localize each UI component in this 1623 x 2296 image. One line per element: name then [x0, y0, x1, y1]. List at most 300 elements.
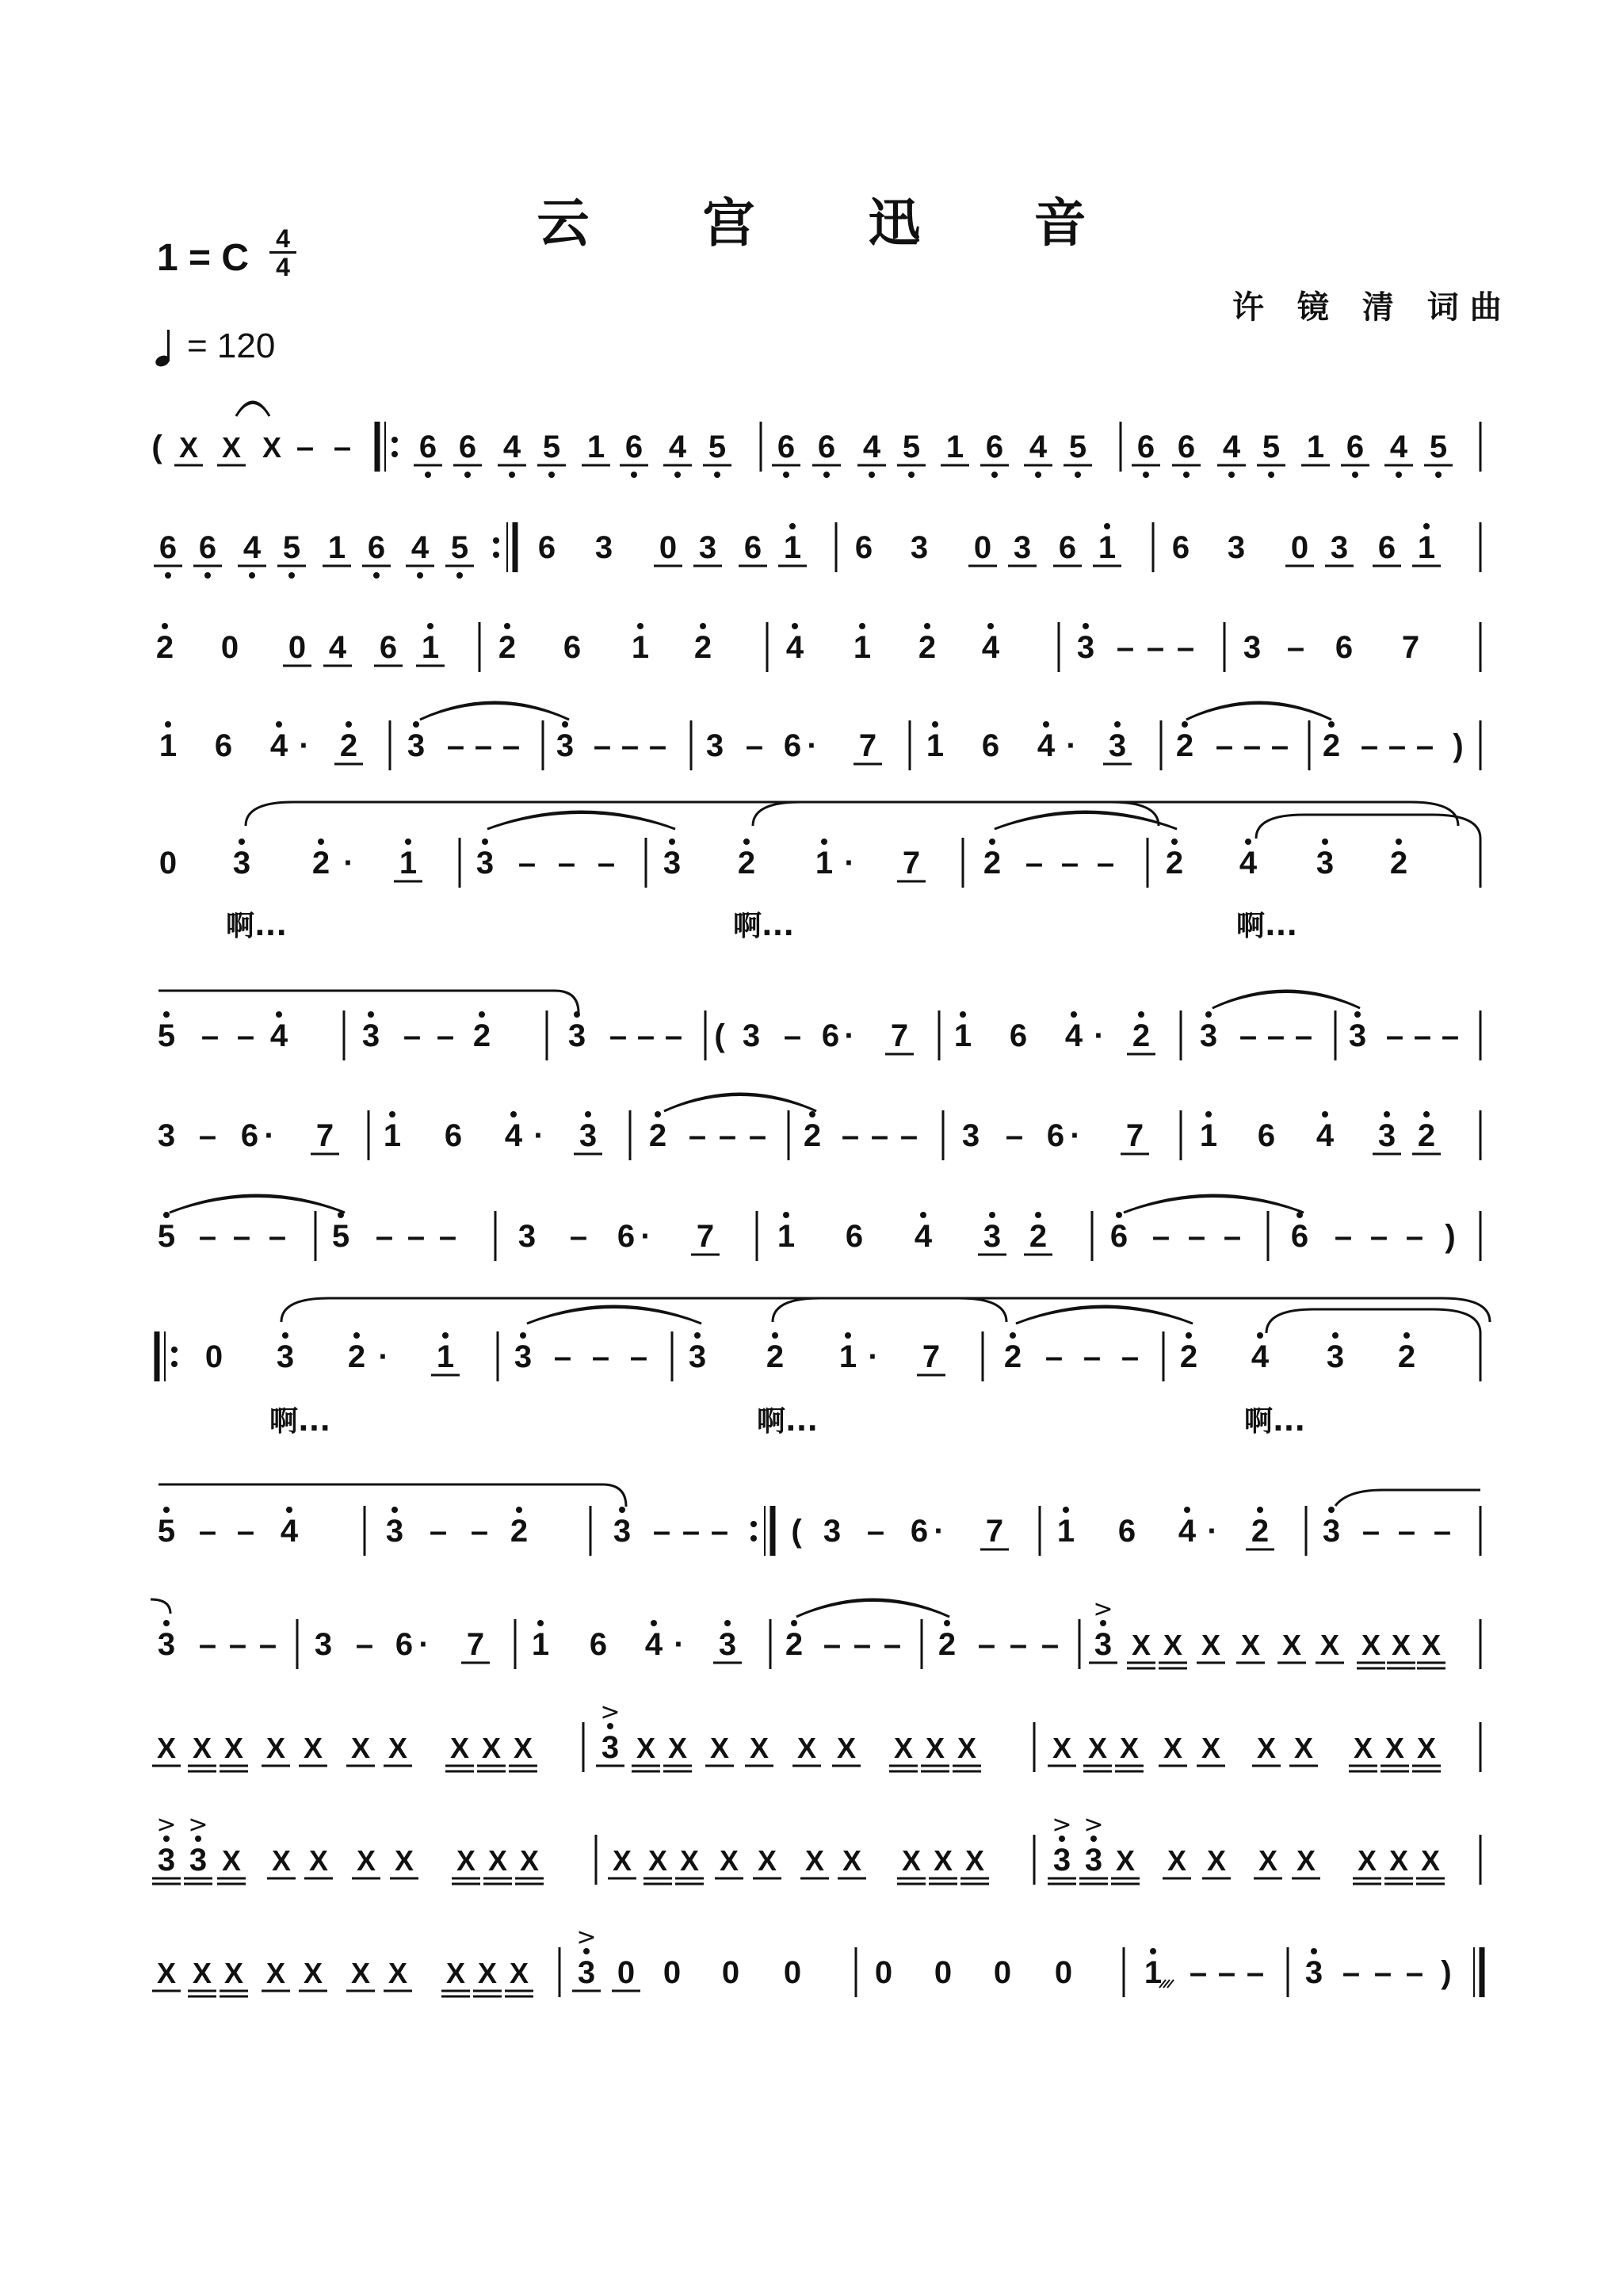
note: 3 [663, 846, 682, 881]
dash-extension: – [1116, 630, 1135, 665]
dash-extension: – [664, 1018, 683, 1053]
note: 6 [418, 430, 437, 464]
octave-dot-low [373, 572, 380, 579]
octave-dot-high [276, 1011, 282, 1018]
repeat-dot [171, 1347, 178, 1353]
octave-dot-high [516, 1507, 522, 1513]
octave-dot-low [631, 472, 637, 478]
note: 4 [1251, 1339, 1270, 1374]
octave-dot-low [288, 572, 295, 579]
dash-extension: – [198, 1627, 217, 1662]
notation-symbol: ( [151, 430, 162, 464]
note: X [893, 1732, 914, 1764]
note: 5 [157, 1514, 176, 1549]
octave-dot-high [165, 721, 171, 728]
note: 0 [1054, 1955, 1073, 1990]
note: X [1115, 1844, 1136, 1877]
repeat-dot [391, 437, 398, 443]
note: X [388, 1957, 408, 1989]
note: 6 [158, 530, 178, 565]
dash-extension: – [1294, 1018, 1313, 1053]
dash-extension: – [1189, 1955, 1208, 1990]
octave-dot-high [479, 1011, 485, 1018]
dash-extension: – [1096, 846, 1115, 881]
note: 3 [742, 1018, 761, 1053]
note: X [842, 1844, 862, 1877]
octave-dot-high [694, 1332, 701, 1339]
note: 2 [737, 846, 756, 881]
dash-extension: – [236, 1018, 255, 1053]
dash-extension: – [198, 1514, 217, 1549]
note: X [221, 1844, 242, 1877]
dash-extension: – [883, 1627, 902, 1662]
dash-extension: – [1397, 1514, 1416, 1549]
dash-extension: – [1083, 1339, 1102, 1374]
note: 7 [466, 1627, 485, 1662]
octave-dot-high [724, 1620, 731, 1626]
dash-extension: – [198, 1219, 217, 1254]
note: 4 [1037, 728, 1056, 763]
octave-dot-high [619, 1507, 625, 1513]
note: X [1258, 1844, 1278, 1877]
composer-credit: 许 镜 清 词曲 [1232, 288, 1513, 326]
note: 7 [985, 1514, 1004, 1549]
notation-symbol: ) [1441, 1955, 1452, 1990]
note: X [1384, 1732, 1405, 1764]
octave-dot-high [651, 1620, 657, 1626]
note: X [1361, 1629, 1381, 1661]
page-title: 云 宫 迅 音 [537, 192, 1134, 254]
repeat-dot [391, 451, 398, 457]
note: 5 [157, 1219, 176, 1254]
note: X [1256, 1732, 1277, 1764]
note: X [456, 1844, 476, 1877]
note: 2 [1029, 1219, 1048, 1254]
octave-dot-low [1035, 472, 1041, 478]
note: 4 [1222, 430, 1241, 464]
note: 4 [1064, 1018, 1083, 1053]
note: 1 [1417, 530, 1436, 565]
note: 5 [1262, 430, 1281, 464]
note: 4 [862, 430, 881, 464]
accent-mark: > [156, 1811, 177, 1839]
note: X [449, 1732, 470, 1764]
octave-dot-high [1010, 1332, 1016, 1339]
octave-dot-high [1184, 1507, 1190, 1513]
note: 6 [817, 430, 836, 464]
octave-dot-low [1143, 472, 1149, 478]
note: 6 [1177, 430, 1196, 464]
note: 6 [1346, 430, 1365, 464]
note: 3 [579, 1118, 598, 1153]
octave-dot-high [276, 721, 282, 728]
note: 3 [1052, 1843, 1071, 1878]
notation-symbol: · [1066, 728, 1077, 763]
dash-extension: – [232, 1219, 251, 1254]
dash-extension: – [841, 1118, 860, 1153]
octave-dot-low [1396, 472, 1402, 478]
note: X [957, 1732, 977, 1764]
dash-extension: – [1239, 1018, 1258, 1053]
note: X [836, 1732, 857, 1764]
note: X [1163, 1732, 1183, 1764]
note: 6 [1171, 530, 1190, 565]
octave-dot-high [792, 623, 798, 629]
octave-dot-high [391, 1507, 398, 1513]
dash-extension: – [1187, 1219, 1206, 1254]
note: 1 [1056, 1514, 1075, 1549]
accent-mark: > [188, 1811, 208, 1839]
note: 2 [498, 630, 517, 665]
note: X [262, 431, 282, 464]
note: X [1388, 1844, 1409, 1877]
note: X [156, 1957, 177, 1989]
dash-extension: – [517, 846, 537, 881]
notation-symbol: · [1070, 1118, 1081, 1153]
octave-dot-high [944, 1620, 950, 1626]
dash-extension: – [1217, 1955, 1236, 1990]
note: X [1319, 1629, 1340, 1661]
note: 4 [914, 1219, 933, 1254]
dash-extension: – [1360, 728, 1379, 763]
octave-dot-high [772, 1332, 778, 1339]
note: X [1293, 1732, 1314, 1764]
note: 2 [766, 1339, 785, 1374]
octave-dot-high [845, 1332, 851, 1339]
time-signature-bottom: 4 [276, 253, 290, 281]
octave-dot-low [1183, 472, 1190, 478]
note: X [1357, 1844, 1377, 1877]
notation-symbol: ) [1445, 1219, 1456, 1254]
octave-dot-high [1403, 1332, 1410, 1339]
notation-symbol: · [378, 1339, 389, 1374]
notation-symbol: · [533, 1118, 544, 1153]
note: 4 [411, 530, 430, 565]
lyric-text: 啊... [757, 1405, 819, 1438]
dash-extension: – [870, 1118, 889, 1153]
dash-extension: – [1433, 1514, 1452, 1549]
dash-extension: – [1223, 1219, 1242, 1254]
note: X [223, 1732, 244, 1764]
note: 2 [1179, 1339, 1198, 1374]
octave-dot-high [1257, 1332, 1263, 1339]
note: 3 [577, 1955, 596, 1990]
note: 2 [1165, 846, 1184, 881]
note: 4 [644, 1627, 663, 1662]
octave-dot-high [1182, 721, 1188, 728]
octave-dot-low [1435, 472, 1442, 478]
octave-dot-low [249, 572, 255, 579]
note: 3 [157, 1627, 176, 1662]
note: 3 [385, 1514, 404, 1549]
phrase-slur [158, 991, 579, 1013]
note: X [1206, 1844, 1227, 1877]
octave-dot-high [353, 1332, 360, 1339]
octave-dot-low [1352, 472, 1358, 478]
note: 7 [696, 1219, 715, 1254]
note: 6 [458, 430, 477, 464]
note: X [388, 1732, 408, 1764]
octave-dot-high [1311, 1948, 1317, 1954]
octave-dot-low [908, 472, 915, 478]
dash-extension: – [636, 1018, 655, 1053]
note: 1 [158, 728, 178, 763]
tie-slur-inner [664, 1095, 816, 1111]
note: 3 [517, 1219, 537, 1254]
note: 3 [1076, 630, 1095, 665]
octave-dot-high [700, 623, 706, 629]
octave-dot-high [791, 1620, 797, 1626]
notation-symbol: ) [1453, 728, 1464, 763]
dash-extension: – [866, 1514, 885, 1549]
phrase-slur [246, 802, 1159, 826]
note: X [901, 1844, 922, 1877]
note: 5 [282, 530, 301, 565]
note: X [1296, 1844, 1316, 1877]
dash-extension: – [1060, 846, 1079, 881]
note: X [667, 1732, 688, 1764]
dash-extension: – [853, 1627, 872, 1662]
note: X [477, 1957, 498, 1989]
dash-extension: – [333, 430, 352, 464]
octave-dot-high [655, 1111, 661, 1117]
octave-dot-high [987, 623, 994, 629]
note: 2 [918, 630, 937, 665]
note: X [636, 1732, 656, 1764]
note: 3 [556, 728, 575, 763]
note: 4 [328, 630, 347, 665]
note: X [933, 1844, 953, 1877]
note: 2 [347, 1339, 366, 1374]
notation-symbol: · [844, 1018, 855, 1053]
note: 1 [926, 728, 945, 763]
lyric-text: 啊... [226, 910, 288, 942]
note: 1 [383, 1118, 402, 1153]
octave-dot-high [1186, 1332, 1192, 1339]
note: 6 [537, 530, 556, 565]
octave-dot-high [1104, 523, 1110, 529]
dash-extension: – [1009, 1627, 1028, 1662]
dash-extension: – [436, 1018, 455, 1053]
accent-mark: > [576, 1924, 597, 1951]
dash-extension: – [557, 846, 576, 881]
note: 2 [510, 1514, 529, 1549]
note: 4 [785, 630, 804, 665]
note: 3 [613, 1514, 632, 1549]
notation-symbol: · [807, 728, 818, 763]
note: 6 [379, 630, 398, 665]
tie-slur-inner [236, 403, 269, 416]
note: 3 [910, 530, 929, 565]
note: 7 [858, 728, 877, 763]
dash-extension: – [783, 1018, 802, 1053]
note: 2 [311, 846, 330, 881]
dash-extension: – [1025, 846, 1044, 881]
note: X [1119, 1732, 1140, 1764]
dash-extension: – [710, 1514, 729, 1549]
accent-mark: > [1052, 1811, 1072, 1839]
lyric-text: 啊... [733, 910, 795, 942]
note: 3 [157, 1843, 176, 1878]
note: 2 [1175, 728, 1194, 763]
octave-dot-low [823, 472, 830, 478]
octave-dot-high [859, 623, 865, 629]
note: X [1281, 1629, 1302, 1661]
note: X [925, 1732, 945, 1764]
dash-extension: – [403, 1018, 422, 1053]
dash-extension: – [682, 1514, 701, 1549]
octave-dot-high [1354, 1011, 1361, 1018]
note: 3 [1199, 1018, 1218, 1053]
note: 7 [902, 846, 921, 881]
lyric-text: 啊... [269, 1405, 331, 1438]
note: 3 [232, 846, 251, 881]
note: 6 [198, 530, 217, 565]
note: X [513, 1732, 533, 1764]
notation-symbol: · [264, 1118, 275, 1153]
note: X [178, 431, 199, 464]
repeat-dot [750, 1521, 757, 1527]
note: 0 [663, 1955, 682, 1990]
note: 4 [1239, 846, 1258, 881]
note: 7 [922, 1339, 941, 1374]
octave-dot-high [783, 1212, 789, 1218]
dash-extension: – [597, 846, 616, 881]
dash-extension: – [718, 1118, 737, 1153]
note: 2 [1322, 728, 1341, 763]
note: 1 [631, 630, 650, 665]
note: X [804, 1844, 825, 1877]
dash-extension: – [1388, 728, 1407, 763]
octave-dot-high [989, 1212, 995, 1218]
note: 2 [339, 728, 358, 763]
note: X [265, 1957, 286, 1989]
note: X [156, 1732, 177, 1764]
dash-extension: – [609, 1018, 628, 1053]
note: 1 [953, 1018, 972, 1053]
note: 3 [157, 1118, 176, 1153]
octave-dot-high [162, 623, 168, 629]
note: X [308, 1844, 329, 1877]
note: 2 [155, 630, 174, 665]
note: 1 [436, 1339, 455, 1374]
note: 2 [785, 1627, 804, 1662]
octave-dot-low [1228, 472, 1235, 478]
dash-extension: – [1413, 1018, 1432, 1053]
note: X [612, 1844, 632, 1877]
note: X [1201, 1732, 1221, 1764]
dash-extension: – [593, 728, 612, 763]
dash-extension: – [652, 1514, 671, 1549]
tie-slur-inner [420, 704, 569, 720]
lyric-text: 啊... [1236, 910, 1298, 942]
note: X [487, 1844, 508, 1877]
note: 6 [589, 1627, 608, 1662]
note: 3 [1013, 530, 1032, 565]
tie-slur-inner [1016, 1308, 1193, 1324]
note: X [749, 1732, 769, 1764]
dash-extension: – [1266, 1018, 1285, 1053]
note: 3 [1326, 1339, 1345, 1374]
dash-extension: – [407, 1219, 426, 1254]
note: X [1416, 1732, 1437, 1764]
note: 1 [783, 530, 802, 565]
octave-dot-high [239, 839, 245, 845]
note: 2 [1132, 1018, 1151, 1053]
dash-extension: – [236, 1514, 255, 1549]
tie-slur-inner [796, 1601, 949, 1617]
note: 2 [693, 630, 712, 665]
note: 6 [854, 530, 873, 565]
octave-dot-high [482, 839, 488, 845]
note: 1 [1144, 1955, 1163, 1990]
note: X [647, 1844, 668, 1877]
note: 3 [1316, 846, 1335, 881]
octave-dot-high [537, 1620, 544, 1626]
tempo-value: = 120 [187, 327, 276, 365]
octave-dot-high [318, 839, 324, 845]
note: 6 [240, 1118, 259, 1153]
dash-extension: – [977, 1627, 996, 1662]
dash-extension: – [474, 728, 493, 763]
dash-extension: – [470, 1514, 489, 1549]
dash-extension: – [1044, 1339, 1064, 1374]
note: 0 [783, 1955, 802, 1990]
note: 6 [910, 1514, 929, 1549]
note: X [303, 1957, 323, 1989]
octave-dot-high [637, 623, 643, 629]
dash-extension: – [1243, 728, 1262, 763]
dash-extension: – [748, 1118, 767, 1153]
notation-symbol: · [343, 846, 354, 881]
note: 6 [624, 430, 643, 464]
octave-dot-high [1063, 1507, 1069, 1513]
note: 1 [853, 630, 872, 665]
dash-extension: – [1146, 630, 1165, 665]
phrase-slur [1256, 815, 1480, 839]
octave-dot-high [163, 1507, 170, 1513]
note: X [192, 1957, 212, 1989]
dash-extension: – [355, 1627, 374, 1662]
octave-dot-high [562, 721, 568, 728]
notation-symbol: · [1094, 1018, 1105, 1053]
phrase-slur [1266, 1309, 1480, 1333]
octave-dot-high [1245, 839, 1251, 845]
octave-dot-high [163, 1011, 170, 1018]
octave-dot-low [783, 472, 789, 478]
tie-slur-inner [1186, 704, 1331, 720]
note: 5 [1429, 430, 1448, 464]
dash-extension: – [200, 1018, 220, 1053]
lyric-text: 啊... [1244, 1405, 1306, 1438]
note: 3 [1084, 1843, 1103, 1878]
note: 4 [668, 430, 687, 464]
note: 4 [1316, 1118, 1335, 1153]
note: 3 [1322, 1514, 1341, 1549]
octave-dot-high [585, 1111, 591, 1117]
octave-dot-high [504, 623, 510, 629]
octave-dot-high [1205, 1111, 1212, 1117]
dash-extension: – [375, 1219, 394, 1254]
note: 2 [1389, 846, 1408, 881]
note: 2 [938, 1627, 957, 1662]
note: 1 [421, 630, 440, 665]
note: 6 [444, 1118, 463, 1153]
dash-extension: – [1415, 728, 1434, 763]
octave-dot-high [427, 623, 433, 629]
note: 4 [1389, 430, 1408, 464]
note: 3 [189, 1843, 208, 1878]
